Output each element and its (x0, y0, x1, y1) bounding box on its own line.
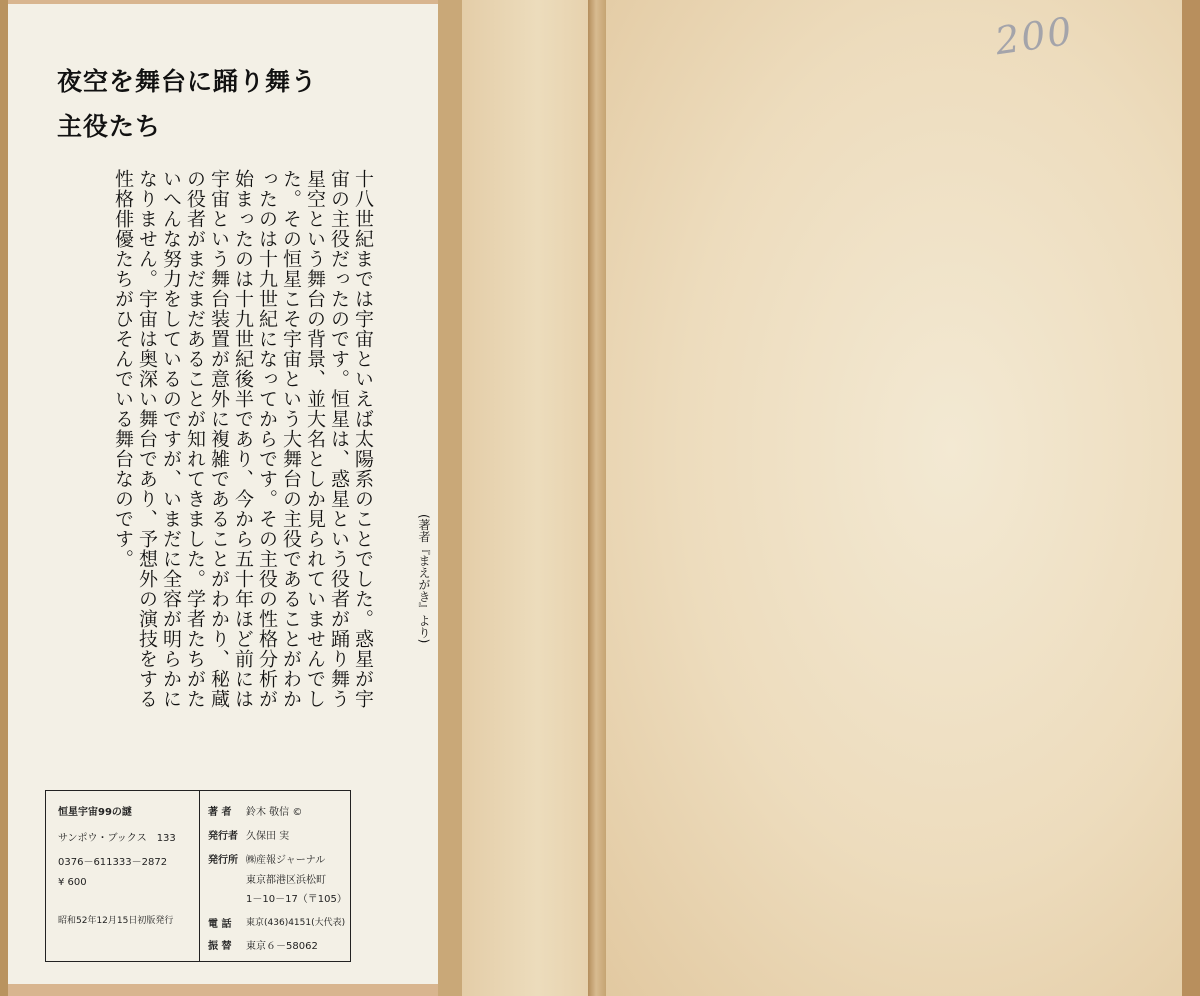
page-stack-shadow (438, 0, 462, 996)
colophon-code: 0376－611333－2872 (58, 857, 168, 868)
colophon-address-1: 東京都港区浜松町 (246, 875, 326, 886)
headline-line-2: 主役たち (57, 112, 162, 141)
book-jacket-flap (8, 4, 438, 984)
colophon-publisher: 久保田 実 (246, 831, 290, 842)
book-gutter (588, 0, 606, 996)
colophon-publisher-label: 発行者 (208, 831, 238, 842)
flap-body-text: 十八世紀までは宇宙といえば太陽系のことでした。惑星が宇宙の主役だったのです。恒星は、惑星という役者が踊り舞う星空という舞台の背景、並大名としか見られていませんでした。その恒星こそ宇宙という大舞台の主役であることがわかったのは十九世紀になってからです。その主役の性格分析が始まったのは十九世紀後半であり、今から五十年ほど前には宇宙という舞台装置が意外に複雑であることがわかり、秘蔵の役者がまだまだあることが知れてきました。学者たちがたいへんな努力をしているのですが、いまだに全容が明らかになりません。宇宙は奥深い舞台であり、予想外の演技をする性格俳優たちがひそんでいる舞台なのです。 (112, 169, 374, 709)
colophon-phone: 東京(436)4151(大代表) (246, 918, 346, 928)
headline-line-1: 夜空を舞台に踊り舞う (57, 67, 318, 96)
flap-source-note: (著者『まえがき』より) (417, 514, 431, 644)
right-blank-page (606, 0, 1182, 996)
colophon-price: ¥ 600 (58, 877, 87, 888)
colophon-divider (199, 791, 200, 961)
colophon-author-label: 著 者 (208, 807, 232, 818)
colophon-date: 昭和52年12月15日初版発行 (58, 916, 174, 926)
right-page-edge (1182, 0, 1200, 996)
pencil-price-mark: 200 (992, 8, 1077, 64)
colophon-transfer: 東京６－58062 (246, 941, 318, 952)
colophon-author: 鈴木 敬信 © (246, 807, 303, 818)
colophon-office: ㈱産報ジャーナル (246, 855, 326, 866)
colophon-series: サンポウ・ブックス 133 (58, 833, 176, 844)
colophon-transfer-label: 振 替 (208, 941, 232, 952)
colophon-phone-label: 電 話 (208, 919, 232, 930)
colophon-box (45, 790, 351, 962)
left-blank-page (462, 0, 588, 996)
colophon-title: 恒星宇宙99の謎 (58, 807, 132, 818)
scan-edge (0, 0, 8, 996)
colophon-office-label: 発行所 (208, 855, 238, 866)
colophon-address-2: 1－10－17（〒105） (246, 894, 347, 905)
